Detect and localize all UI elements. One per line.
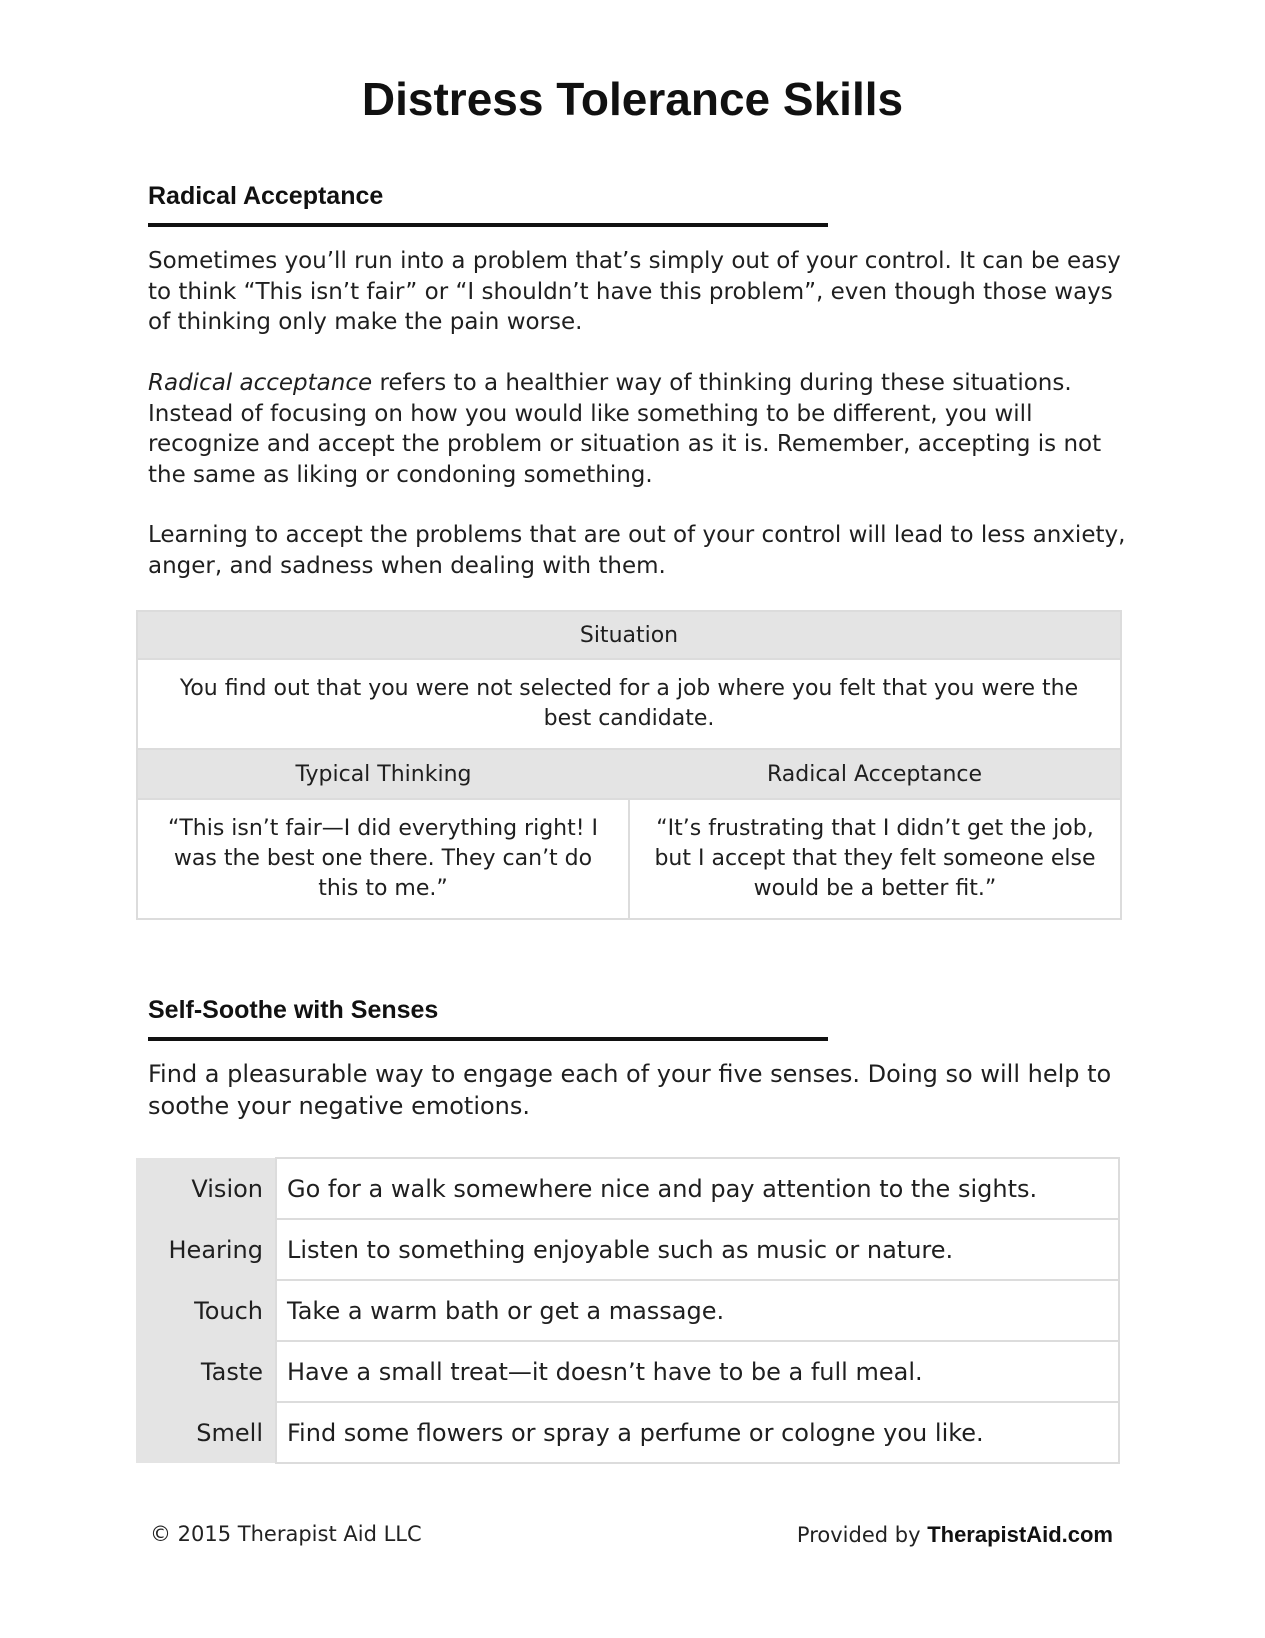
- radical-acceptance-term: Radical acceptance: [148, 370, 373, 396]
- radical-acceptance-text: “It’s frustrating that I didn’t get the job, but I accept that they felt someone else would be a better fit.”: [629, 799, 1121, 919]
- table-row: [136, 1158, 1119, 1219]
- situation-text: You find out that you were not selected for a job where you felt that you were the best candidate.: [137, 659, 1121, 749]
- table-row: [136, 1219, 1119, 1280]
- radical-acceptance-paragraph-3: Learning to accept the problems that are out of your control will lead to less anxiety, anger, and sadness when dealing with them.: [148, 522, 1126, 579]
- radical-acceptance-paragraph-2-text: refers to a healthier way of thinking during these situations. Instead of focusing on how you would like something to be different, you will recognize and accept the problem or situation as it is. Remember, accepting is not the same as liking or condoning something.: [148, 370, 1102, 488]
- table-row: [136, 1402, 1119, 1463]
- sense-label-touch: Touch: [136, 1280, 276, 1341]
- sense-text-vision: Go for a walk somewhere nice and pay attention to the sights.: [276, 1158, 1119, 1219]
- sense-label-taste: Taste: [136, 1341, 276, 1402]
- sense-text-smell: Find some flowers or spray a perfume or cologne you like.: [276, 1402, 1119, 1463]
- footer-provided-by: [797, 1522, 1113, 1548]
- sense-label-hearing: Hearing: [136, 1219, 276, 1280]
- situation-header: Situation: [137, 611, 1121, 659]
- radical-acceptance-header: Radical Acceptance: [629, 749, 1121, 799]
- sense-label-smell: Smell: [136, 1402, 276, 1463]
- self-soothe-heading: Self-Soothe with Senses: [148, 996, 828, 1041]
- typical-thinking-header: Typical Thinking: [137, 749, 629, 799]
- typical-thinking-text: “This isn’t fair—I did everything right! I was the best one there. They can’t do this to me.”: [137, 799, 629, 919]
- page-title: Distress Tolerance Skills: [361, 73, 904, 125]
- brand-link[interactable]: TherapistAid.com: [927, 1522, 1113, 1547]
- sense-text-touch: Take a warm bath or get a massage.: [276, 1280, 1119, 1341]
- sense-text-hearing: Listen to something enjoyable such as music or nature.: [276, 1219, 1119, 1280]
- self-soothe-intro: Find a pleasurable way to engage each of your five senses. Doing so will help to soothe your negative emotions.: [148, 1060, 1112, 1120]
- sense-text-taste: Have a small treat—it doesn’t have to be a full meal.: [276, 1341, 1119, 1402]
- sense-label-vision: Vision: [136, 1158, 276, 1219]
- provided-by-label: Provided by: [796, 1523, 928, 1547]
- situation-table: [136, 610, 1122, 920]
- senses-table: [136, 1157, 1120, 1464]
- table-row: [136, 1341, 1119, 1402]
- radical-acceptance-paragraph-1: Sometimes you’ll run into a problem that’s simply out of your control. It can be easy to think “This isn’t fair” or “I shouldn’t have this problem”, even though those ways of thinking only make the pain worse.: [148, 248, 1121, 335]
- radical-acceptance-heading: Radical Acceptance: [148, 182, 828, 227]
- table-row: [136, 1280, 1119, 1341]
- footer-copyright: © 2015 Therapist Aid LLC: [150, 1522, 422, 1546]
- radical-acceptance-paragraph-2: [148, 368, 1128, 490]
